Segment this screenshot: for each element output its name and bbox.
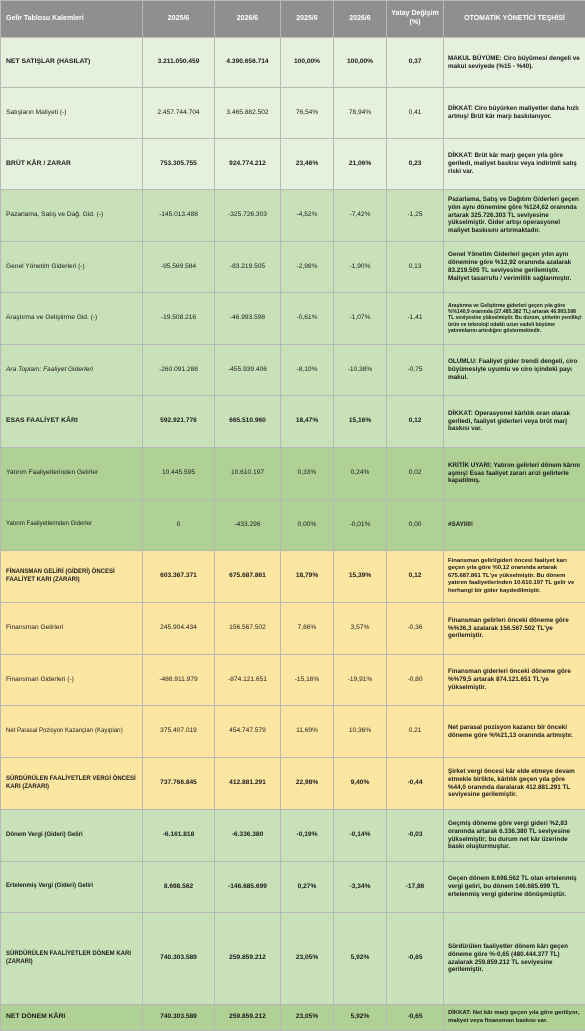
percent-2025: -2,98% (281, 242, 334, 293)
row-label: Yatırım Faaliyetlerinden Gelirler (1, 448, 143, 500)
diagnosis-comment: OLUMLU: Faaliyet gider trendi dengeli, ciro büyümesiyle uyumlu ve ciro içindeki payı makul. (444, 345, 585, 396)
row-label: Finansman Giderleri (-) (1, 655, 143, 706)
value-2025: 737.766.845 (143, 758, 215, 810)
value-2025: -486.911.979 (143, 655, 215, 706)
percent-2026: 5,92% (334, 1005, 387, 1031)
value-2026: 259.859.212 (215, 913, 281, 1005)
diagnosis-comment: Genel Yönetim Giderleri geçen yılın aynı dönemine göre %12,92 oranında azalarak 83.219.505 TL seviyesine gerilemiştir. Maliyet tasarrufu / verimlilik sağlanmıştır. (444, 242, 585, 293)
table-row (1, 190, 585, 242)
percent-2025: 0,33% (281, 448, 334, 500)
value-2025: 592.921.776 (143, 396, 215, 448)
diagnosis-comment: DİKKAT: Operasyonel kârlılık oran olarak geriledi, faaliyet giderleri veya brüt marj baskısı var. (444, 396, 585, 448)
horizontal-change: -0,65 (387, 913, 444, 1005)
value-2025: -95.569.584 (143, 242, 215, 293)
header-col1: 2025/6 (143, 1, 215, 38)
diagnosis-comment: Şirket vergi öncesi kâr elde etmeye devam etmekle birlikte, kârlılık geçen yıla göre %44,0 oranında daralarak 412.881.291 TL seviyesine gerilemiştir. (444, 758, 585, 810)
diagnosis-comment: Sürdürülen faaliyetler dönem kârı geçen döneme göre %-0,65 (480.444.377 TL) azalarak 259.859.212 TL seviyesine gerilemiştir. (444, 913, 585, 1005)
table-row (1, 862, 585, 913)
row-label: BRÜT KÂR / ZARAR (1, 139, 143, 190)
diagnosis-comment: DİKKAT: Brüt kâr marjı geçen yıla göre geriledi, maliyet baskısı veya indirimli satış riski var. (444, 139, 585, 190)
percent-2026: -1,90% (334, 242, 387, 293)
row-label: NET SATIŞLAR (HASILAT) (1, 38, 143, 88)
percent-2025: 7,66% (281, 603, 334, 655)
horizontal-change: 0,12 (387, 396, 444, 448)
row-label: Satışların Maliyeti (-) (1, 88, 143, 139)
percent-2026: 15,39% (334, 551, 387, 603)
percent-2025: -0,61% (281, 293, 334, 345)
table-row (1, 758, 585, 810)
horizontal-change: -17,86 (387, 862, 444, 913)
diagnosis-comment: KRİTİK UYARI: Yatırım gelirleri dönem kârını aşmış! Esas faaliyet zararı arızi gelirlerle kapatılmış. (444, 448, 585, 500)
horizontal-change: 0,37 (387, 38, 444, 88)
percent-2025: -8,10% (281, 345, 334, 396)
horizontal-change: -0,36 (387, 603, 444, 655)
percent-2025: 18,47% (281, 396, 334, 448)
diagnosis-comment: Araştırma ve Geliştirme giderleri geçen yıla göre %%140,9 oranında (27.485.382 TL) artarak 46.993.598 TL seviyesine yükselmiştir. Bu durum, şirketin yenilikçi ürün ve teknoloji odaklı uzun vadeli büyüme yatırımlarını artırdığını göstermektedir. (444, 293, 585, 345)
table-row (1, 706, 585, 758)
table-row (1, 88, 585, 139)
diagnosis-comment: #SAYI/0! (444, 500, 585, 551)
percent-2026: -19,91% (334, 655, 387, 706)
row-label: SÜRDÜRÜLEN FAALİYETLER DÖNEM KARI (ZARARI) (1, 913, 143, 1005)
value-2026: 412.881.291 (215, 758, 281, 810)
header-col6: OTOMATİK YÖNETİCİ TEŞHİSİ (444, 1, 585, 38)
percent-2025: 23,05% (281, 913, 334, 1005)
value-2026: 454.747.579 (215, 706, 281, 758)
horizontal-change: -0,03 (387, 810, 444, 862)
horizontal-change: 0,13 (387, 242, 444, 293)
table-row (1, 551, 585, 603)
horizontal-change: 0,23 (387, 139, 444, 190)
header-col2: 2026/6 (215, 1, 281, 38)
percent-2025: 23,46% (281, 139, 334, 190)
table-row (1, 448, 585, 500)
table-header-row (1, 1, 585, 38)
diagnosis-comment: Net parasal pozisyon kazancı bir önceki döneme göre %%21,13 oranında artmıştır. (444, 706, 585, 758)
diagnosis-comment: DİKKAT: Ciro büyürken maliyetler daha hızlı artmış! Brüt kâr marjı baskılanıyor. (444, 88, 585, 139)
value-2025: 740.303.589 (143, 913, 215, 1005)
percent-2026: 21,06% (334, 139, 387, 190)
percent-2026: 3,57% (334, 603, 387, 655)
diagnosis-comment: Geçmiş döneme göre vergi gideri %2,83 oranında artarak 6.336.380 TL seviyesine yükselmiştir; bu durum net kâr üzerinde baskı oluşturmuştur. (444, 810, 585, 862)
percent-2026: 100,00% (334, 38, 387, 88)
percent-2025: -4,52% (281, 190, 334, 242)
table-row (1, 293, 585, 345)
row-label: FİNANSMAN GELİRİ (GİDERİ) ÖNCESİ FAALİYET KARI (ZARARI) (1, 551, 143, 603)
percent-2025: 0,00% (281, 500, 334, 551)
row-label: Yatırım Faaliyetlerinden Giderler (1, 500, 143, 551)
table-row (1, 913, 585, 1005)
diagnosis-comment: Pazarlama, Satış ve Dağıtım Giderleri geçen yılın aynı dönemine göre %124,62 oranında artarak 325.726.303 TL seviyesine yükselmiştir. Gider artışı operasyonel maliyet baskısını artırmaktadır. (444, 190, 585, 242)
table-row (1, 1005, 585, 1031)
value-2026: 259.859.212 (215, 1005, 281, 1031)
value-2026: -46.993.598 (215, 293, 281, 345)
value-2026: -146.685.699 (215, 862, 281, 913)
percent-2026: -10,38% (334, 345, 387, 396)
header-label: Gelir Tablosu Kalemleri (1, 1, 143, 38)
percent-2026: -0,14% (334, 810, 387, 862)
row-label: Genel Yönetim Giderleri (-) (1, 242, 143, 293)
value-2026: -874.121.651 (215, 655, 281, 706)
header-col5: Yatay Değişim (%) (387, 1, 444, 38)
value-2026: 4.390.656.714 (215, 38, 281, 88)
table-row (1, 500, 585, 551)
percent-2025: -0,19% (281, 810, 334, 862)
value-2026: 156.567.502 (215, 603, 281, 655)
diagnosis-comment: Finansman geliri/gideri öncesi faaliyet karı geçen yıla göre %0,12 oranında artarak 675.687.861 TL'ye yükselmiştir. Bu dönem yatırım faaliyetlerinden 10.610.197 TL gelir ve herhangi bir gider kaydedilmiştir. (444, 551, 585, 603)
row-label: Dönem Vergi (Gideri) Geliri (1, 810, 143, 862)
row-label: Pazarlama, Satış ve Dağ. Gid. (-) (1, 190, 143, 242)
percent-2025: 23,05% (281, 1005, 334, 1031)
percent-2025: 76,54% (281, 88, 334, 139)
row-label: Araştırma ve Geliştirme Gid. (-) (1, 293, 143, 345)
value-2025: 753.305.755 (143, 139, 215, 190)
percent-2026: -0,01% (334, 500, 387, 551)
diagnosis-comment: Finansman gelirleri önceki döneme göre %%36,3 azalarak 156.567.502 TL'ye gerilemiştir. (444, 603, 585, 655)
value-2025: -145.013.488 (143, 190, 215, 242)
table-row (1, 603, 585, 655)
horizontal-change: 0,21 (387, 706, 444, 758)
row-label: Ertelenmiş Vergi (Gideri) Geliri (1, 862, 143, 913)
value-2025: 375.407.019 (143, 706, 215, 758)
percent-2026: 0,24% (334, 448, 387, 500)
value-2025: 740.303.589 (143, 1005, 215, 1031)
row-label: Ara Toplam: Faaliyet Giderleri (1, 345, 143, 396)
diagnosis-comment: Finansman giderleri önceki döneme göre %%79,5 artarak 874.121.651 TL'ye yükselmiştir. (444, 655, 585, 706)
value-2026: -433.296 (215, 500, 281, 551)
value-2026: -325.726.303 (215, 190, 281, 242)
value-2026: 10.610.197 (215, 448, 281, 500)
value-2026: -455.939.406 (215, 345, 281, 396)
value-2025: 3.211.050.459 (143, 38, 215, 88)
horizontal-change: -0,75 (387, 345, 444, 396)
row-label: SÜRDÜRÜLEN FAALİYETLER VERGİ ÖNCESİ KARI (ZARARI) (1, 758, 143, 810)
horizontal-change: 0,41 (387, 88, 444, 139)
percent-2025: 22,98% (281, 758, 334, 810)
percent-2026: -3,34% (334, 862, 387, 913)
percent-2026: -1,07% (334, 293, 387, 345)
percent-2026: 78,94% (334, 88, 387, 139)
value-2026: 675.687.861 (215, 551, 281, 603)
percent-2025: 0,27% (281, 862, 334, 913)
value-2025: 0 (143, 500, 215, 551)
table-row (1, 396, 585, 448)
percent-2025: 100,00% (281, 38, 334, 88)
horizontal-change: 0,00 (387, 500, 444, 551)
diagnosis-comment: MAKUL BÜYÜME: Ciro büyümesi dengeli ve makul seviyede (%15 - %40). (444, 38, 585, 88)
row-label: Net Parasal Pozisyon Kazançları (Kayıpları) (1, 706, 143, 758)
row-label: Finansman Gelirleri (1, 603, 143, 655)
percent-2026: 15,16% (334, 396, 387, 448)
horizontal-change: 0,02 (387, 448, 444, 500)
percent-2025: 11,69% (281, 706, 334, 758)
percent-2025: -15,16% (281, 655, 334, 706)
value-2025: 8.698.562 (143, 862, 215, 913)
value-2025: 245.904.434 (143, 603, 215, 655)
row-label: NET DÖNEM KÂRI (1, 1005, 143, 1031)
table-row (1, 810, 585, 862)
percent-2025: 18,79% (281, 551, 334, 603)
row-label: ESAS FAALİYET KÂRI (1, 396, 143, 448)
value-2025: -6.161.818 (143, 810, 215, 862)
value-2026: 3.465.882.502 (215, 88, 281, 139)
horizontal-change: -0,80 (387, 655, 444, 706)
value-2026: -83.219.505 (215, 242, 281, 293)
horizontal-change: -0,44 (387, 758, 444, 810)
percent-2026: -7,42% (334, 190, 387, 242)
value-2026: -6.336.380 (215, 810, 281, 862)
diagnosis-comment: Geçen dönem 8.698.562 TL olan ertelenmiş vergi geliri, bu dönem 146.685.699 TL ertelenmiş vergi giderine dönüşmüştür. (444, 862, 585, 913)
horizontal-change: -1,41 (387, 293, 444, 345)
horizontal-change: -0,65 (387, 1005, 444, 1031)
value-2025: 603.367.371 (143, 551, 215, 603)
percent-2026: 10,36% (334, 706, 387, 758)
value-2026: 924.774.212 (215, 139, 281, 190)
table-row (1, 38, 585, 88)
table-row (1, 139, 585, 190)
percent-2026: 5,92% (334, 913, 387, 1005)
value-2025: 2.457.744.704 (143, 88, 215, 139)
horizontal-change: 0,12 (387, 551, 444, 603)
table-row (1, 345, 585, 396)
header-col3: 2025/6 (281, 1, 334, 38)
value-2025: -19.508.216 (143, 293, 215, 345)
value-2025: -260.091.288 (143, 345, 215, 396)
value-2026: 665.510.960 (215, 396, 281, 448)
table-row (1, 655, 585, 706)
percent-2026: 9,40% (334, 758, 387, 810)
table-row (1, 242, 585, 293)
header-col4: 2026/6 (334, 1, 387, 38)
value-2025: 10.445.595 (143, 448, 215, 500)
diagnosis-comment: DİKKAT: Net kâr marjı geçen yıla göre geriliyor, maliyet veya finansman baskısı var. (444, 1005, 585, 1031)
horizontal-change: -1,25 (387, 190, 444, 242)
